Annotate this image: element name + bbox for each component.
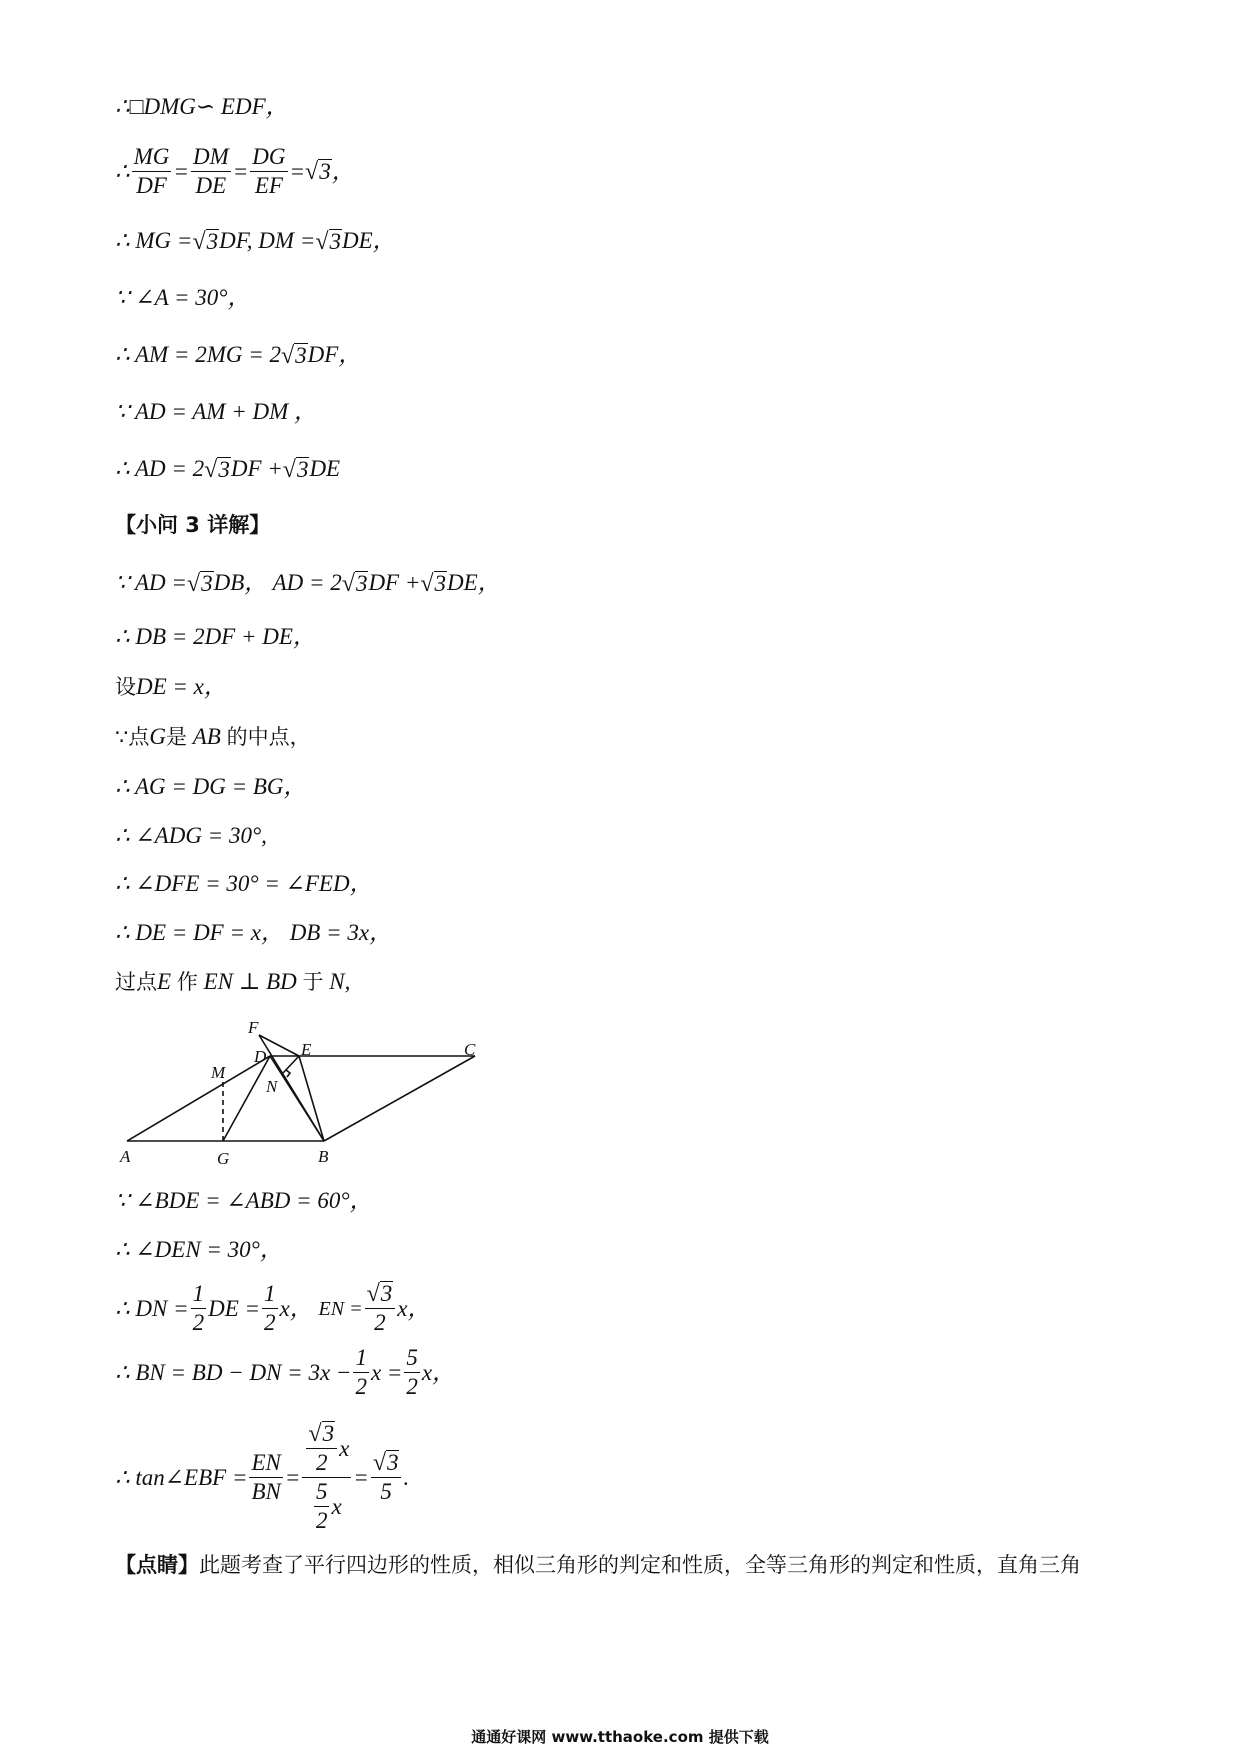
text-part: AB [192,724,221,749]
label-m: M [211,1063,226,1082]
step-angle-a [115,283,251,313]
radicand: 3 [296,456,309,482]
segment-ad [127,1056,270,1141]
denominator: 5 [380,1479,392,1504]
therefore-symbol: ∴ [115,158,130,184]
geometry-figure [115,1005,495,1170]
fraction-sqrt3-half [365,1280,396,1337]
text-part: 是 [166,725,187,749]
step-angle-dfe [115,869,373,899]
comment-text: 此题考查了平行四边形的性质，相似三角形的判定和性质，全等三角形的判定和性质，直角三角 [199,1553,1081,1577]
step-ad-sum [115,397,317,427]
step-mg-dm [115,226,396,256]
sqrt-3: √ 3 [315,228,342,255]
sqrt-3: √ 3 [281,342,307,369]
sqrt-3: √ 3 [420,570,447,597]
step-similar-text: ∴□DMG∽ EDF， [115,94,289,119]
fraction-five-half [404,1344,420,1401]
fraction-one-half [191,1280,207,1337]
text-part: DF + [368,570,421,595]
numerator: MG [132,143,172,172]
text-part: x， [279,1295,313,1321]
step-tan [115,1420,409,1535]
denominator: BN [251,1479,281,1504]
step-angle-den [115,1235,283,1265]
numerator: EN [249,1449,282,1478]
text-part: ∴ DE = DF = x， DB = 3x， [115,920,393,945]
denominator: 2 [192,1310,205,1335]
numerator: 1 [353,1344,369,1373]
segment-en [283,1056,299,1073]
fraction-five-half [314,1478,330,1535]
text-part: ∴ AG = DG = BG， [115,774,307,799]
equals-sign: = [173,158,189,184]
sqrt-3: √ 3 [204,456,230,483]
denominator: 2 [374,1310,386,1335]
comma: ， [331,158,355,184]
step-angle-bde [115,1186,373,1216]
text-part: G [149,724,166,749]
text-part: ∴ AM = 2MG = 2 [115,342,281,367]
denominator: 2 [406,1374,418,1399]
fraction-mg-df [132,143,172,200]
sqrt-3: √ 3 [366,1281,393,1307]
step-ag-dg-bg [115,772,307,802]
denominator: DF [136,173,167,198]
fraction-one-half [262,1280,278,1337]
text-part: 作 [176,970,198,994]
radicand: 3 [380,1281,393,1306]
numerator [371,1449,402,1478]
text-part: 于 [302,970,324,994]
radicand: 3 [218,456,230,482]
text-part: ∵点 [115,725,150,749]
label-g: G [217,1149,230,1168]
step-ratio [115,143,355,200]
text-part: EN ⊥ BD [203,969,297,994]
equals-sign: = [232,158,249,184]
text-part: E [157,969,172,994]
text-part: ∴ ∠ADG = 30°, [115,823,267,848]
equals-sign: = [289,158,306,184]
text-part: ∴ AD = 2 [115,456,205,481]
radicand: 3 [201,570,213,596]
radicand: 3 [206,228,219,254]
text-part: ∴ DN = [115,1295,189,1321]
comment-label: 【点睛】 [115,1553,199,1577]
fraction-sqrt3-half [306,1420,337,1477]
text-part: N, [329,969,351,994]
sqrt-3: √ 3 [341,570,368,597]
fraction-sqrt3-five [371,1449,402,1506]
text-part: DE， [447,570,501,595]
text-part: x = [370,1359,403,1385]
page-footer: 通通好课网 www.tthaoke.com 提供下载 [471,1728,769,1746]
text-part: 过点 [115,970,157,994]
text-part: ∴ BN = BD − DN = 3x − [115,1359,352,1385]
radicand: 3 [329,228,342,254]
step-angle-adg [115,821,267,851]
denominator: 2 [355,1374,367,1399]
numerator [306,1420,337,1449]
fraction-complex [302,1420,351,1535]
text-part: DF， [307,342,362,367]
radicand: 3 [434,570,447,596]
text-part: ∵ AD = AM + DM ， [115,399,317,424]
radicand: 3 [319,159,331,184]
text-part: DF, DM = [219,228,316,253]
step-de-df [115,918,392,948]
step-am [115,340,361,370]
label-c: C [464,1040,476,1059]
numerator [302,1420,351,1478]
text-part: DB， AD = 2 [213,570,342,595]
right-angle-mark [286,1070,290,1077]
equals-sign: = [284,1464,301,1490]
radicand: 3 [355,570,368,596]
text-part: DE = [208,1295,261,1321]
segment-dg [223,1056,270,1141]
denominator: EF [254,173,283,198]
segment-bc [324,1056,475,1141]
section-title: 【小问 3 详解】 [115,513,271,537]
sqrt-3: √ 3 [372,1450,399,1476]
numerator: 5 [314,1478,330,1507]
text-part: ∵ ∠A = 30°， [115,285,251,310]
label-e: E [301,1040,312,1059]
numerator: 1 [191,1280,207,1309]
radicand: 3 [295,342,307,368]
text-part: x [331,1493,342,1519]
step-dn-en [115,1280,430,1337]
step-ad-result [115,454,340,484]
fraction-en-bn [249,1449,282,1506]
step-db [115,622,316,652]
text-part: 设 [115,675,136,699]
text-part: EN = [318,1297,363,1320]
fraction-dg-ef [250,143,287,200]
label-a: A [120,1147,131,1166]
text-part: x [339,1435,350,1461]
text-part: x， [397,1295,431,1321]
denominator: 2 [315,1450,328,1475]
text-part: DE [309,456,341,481]
step-let-de [115,672,227,702]
text-part: DE， [342,228,396,253]
numerator [365,1280,396,1309]
text-part: ∴ tan∠EBF = [115,1464,248,1490]
label-f: F [248,1018,259,1037]
sqrt-3: √ 3 [305,159,331,185]
numerator: 5 [404,1344,420,1373]
denominator: 2 [315,1508,328,1533]
text-part: ∴ ∠DFE = 30° = ∠FED， [115,871,373,896]
sqrt-3: √ 3 [282,456,309,483]
text-part: DF + [230,456,283,481]
radicand: 3 [386,1450,399,1475]
denominator: DE [195,173,227,198]
step-bn [115,1344,455,1401]
sqrt-3: √ 3 [192,228,219,255]
text-part: DE = x， [136,674,227,699]
label-b: B [318,1147,329,1166]
step-midpoint [115,722,311,752]
fraction-one-half [353,1344,369,1401]
step-ad-db [115,568,501,598]
comment-line [115,1550,1081,1580]
radicand: 3 [322,1421,335,1446]
step-construct-en [115,967,350,997]
sqrt-3: √ 3 [308,1421,335,1447]
segment-eb [299,1056,324,1141]
text-part: ∵ AD = [115,570,187,595]
equals-sign: = [353,1464,369,1490]
section-heading-q3 [115,510,270,540]
numerator: DG [250,143,287,172]
text-part: . [403,1464,410,1490]
text-part: x， [421,1359,456,1385]
step-similar [115,92,289,122]
text-part: ∵ ∠BDE = ∠ABD = 60°， [115,1188,373,1213]
label-d: D [254,1047,267,1066]
label-n: N [266,1077,278,1096]
denominator [310,1478,344,1535]
denominator: 2 [264,1310,276,1335]
fraction-dm-de [191,143,231,200]
numerator: 1 [262,1280,278,1309]
text-part: ∴ DB = 2DF + DE， [115,624,316,649]
text-part: ∴ MG = [115,228,193,253]
text-part: ∴ ∠DEN = 30°， [115,1237,283,1262]
text-part: 的中点， [226,725,311,749]
sqrt-3: √ 3 [186,570,213,597]
numerator: DM [191,143,231,172]
